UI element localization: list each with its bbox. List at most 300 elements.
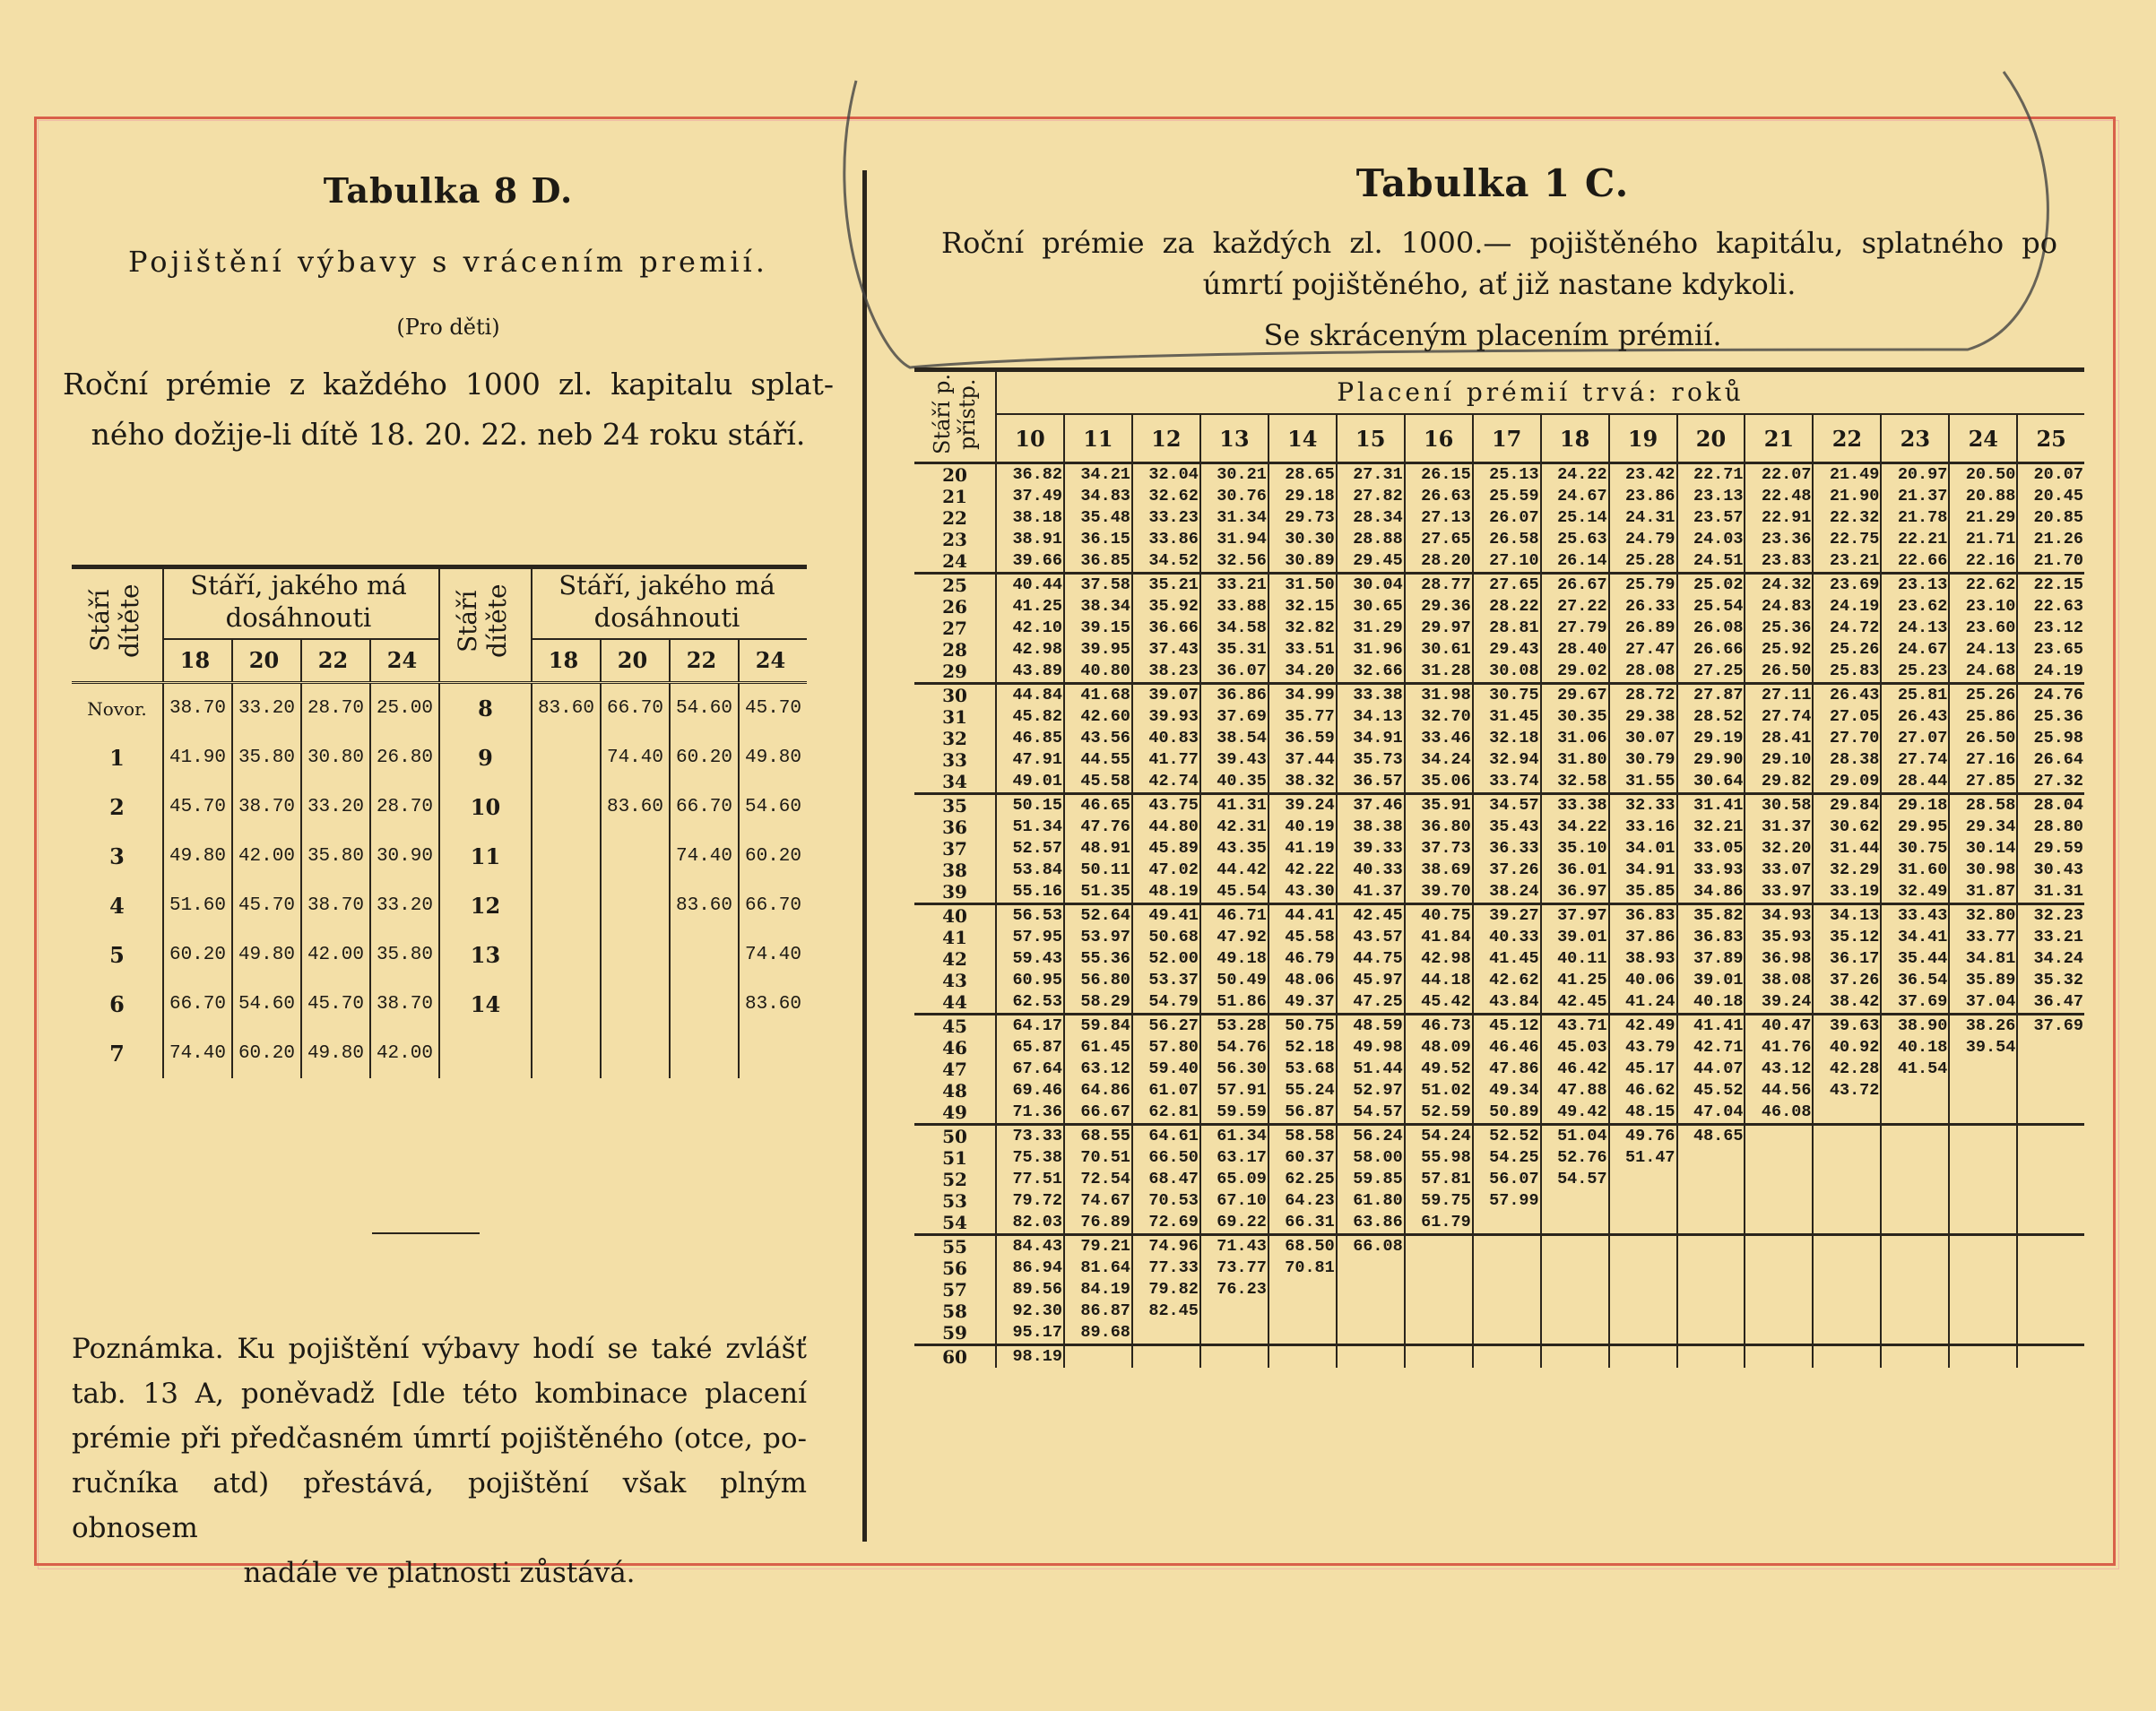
description-line-2: ného dožije-li dítě 18. 20. 22. neb 24 roku stáří. (91, 417, 806, 452)
premium-cell: 26.89 (1609, 618, 1677, 639)
premium-cell: 32.56 (1200, 550, 1268, 574)
premium-cell: 23.86 (1609, 486, 1677, 507)
target-year-header: 20 (232, 639, 301, 683)
premium-cell: 28.04 (2017, 794, 2084, 817)
premium-cell: 66.31 (1268, 1212, 1337, 1235)
premium-cell: 70.53 (1132, 1190, 1200, 1212)
premium-cell: 28.81 (1473, 618, 1541, 639)
premium-cell: 28.77 (1405, 574, 1473, 597)
premium-cell: 33.19 (1813, 881, 1881, 904)
table-row (914, 1301, 2084, 1322)
premium-cell: 49.80 (739, 733, 807, 782)
premium-cell (532, 733, 601, 782)
premium-cell (1745, 1301, 1813, 1322)
premium-cell: 38.90 (1881, 1015, 1949, 1038)
premium-cell: 25.79 (1609, 574, 1677, 597)
premium-cell: 47.91 (996, 749, 1064, 771)
premium-cell: 55.16 (996, 881, 1064, 904)
premium-cell: 35.80 (301, 832, 370, 881)
target-year-header: 18 (532, 639, 601, 683)
period-year-header: 17 (1473, 414, 1541, 463)
premium-cell: 58.29 (1064, 991, 1132, 1015)
age-cell: 28 (942, 639, 967, 661)
premium-cell: 23.60 (1949, 618, 2017, 639)
premium-cell: 32.23 (2017, 904, 2084, 928)
premium-cell: 31.06 (1541, 728, 1609, 749)
premium-cell: 39.01 (1677, 970, 1745, 991)
premium-cell: 63.86 (1337, 1212, 1405, 1235)
age-cell: 2 (109, 794, 125, 820)
table-row (72, 832, 807, 881)
table-row (72, 930, 807, 980)
premium-cell: 49.42 (1541, 1102, 1609, 1125)
premium-cell: 27.16 (1949, 749, 2017, 771)
premium-cell: 24.13 (1949, 639, 2017, 661)
premium-cell (670, 980, 739, 1029)
premium-cell: 24.32 (1745, 574, 1813, 597)
premium-cell: 38.70 (163, 683, 232, 734)
premium-cell (1473, 1322, 1541, 1345)
premium-cell: 33.38 (1337, 684, 1405, 707)
premium-cell: 31.37 (1745, 817, 1813, 838)
table-1c-title: Tabulka 1 C. (1355, 161, 1630, 205)
premium-cell: 98.19 (996, 1345, 1064, 1369)
premium-cell: 46.85 (996, 728, 1064, 749)
premium-cell: 20.07 (2017, 463, 2084, 487)
table-row (914, 991, 2084, 1015)
premium-cell: 33.21 (1200, 574, 1268, 597)
premium-cell: 36.47 (2017, 991, 2084, 1015)
premium-cell: 35.80 (232, 733, 301, 782)
premium-cell: 25.81 (1881, 684, 1949, 707)
premium-cell: 30.75 (1473, 684, 1541, 707)
premium-cell (1813, 1235, 1881, 1258)
premium-cell: 39.01 (1541, 927, 1609, 948)
premium-cell: 25.26 (1949, 684, 2017, 707)
premium-cell: 42.00 (232, 832, 301, 881)
premium-cell: 54.60 (739, 782, 807, 832)
premium-cell: 37.58 (1064, 574, 1132, 597)
premium-cell: 37.04 (1949, 991, 2017, 1015)
premium-cell: 53.28 (1200, 1015, 1268, 1038)
premium-cell (1813, 1301, 1881, 1322)
premium-cell: 36.01 (1541, 860, 1609, 881)
age-header-label-b: Stáří dítěte (453, 583, 513, 658)
premium-cell: 48.09 (1405, 1037, 1473, 1059)
premium-cell (1337, 1301, 1405, 1322)
premium-cell: 35.92 (1132, 596, 1200, 618)
premium-cell: 21.71 (1949, 529, 2017, 550)
premium-cell: 50.89 (1473, 1102, 1541, 1125)
premium-cell: 50.11 (1064, 860, 1132, 881)
target-year-header: 22 (301, 639, 370, 683)
premium-cell: 41.25 (996, 596, 1064, 618)
col-header-age (914, 372, 996, 463)
premium-cell: 30.76 (1200, 486, 1268, 507)
description-line-1: Roční prémie z každého 1000 zl. kapitalu splat- (63, 367, 834, 402)
premium-cell: 36.97 (1541, 881, 1609, 904)
premium-cell: 45.97 (1337, 970, 1405, 991)
premium-cell (1405, 1279, 1473, 1301)
col-header-age-b (439, 565, 532, 683)
premium-cell: 23.13 (1677, 486, 1745, 507)
premium-cell: 44.42 (1200, 860, 1268, 881)
premium-cell: 37.73 (1405, 838, 1473, 860)
premium-cell (1405, 1257, 1473, 1279)
premium-cell (2017, 1212, 2084, 1235)
premium-cell: 27.13 (1405, 507, 1473, 529)
premium-cell: 31.98 (1405, 684, 1473, 707)
premium-cell: 30.30 (1268, 529, 1337, 550)
premium-cell: 30.04 (1337, 574, 1405, 597)
age-cell: 37 (942, 838, 967, 860)
premium-cell: 34.22 (1541, 817, 1609, 838)
table-1c-subtitle (941, 222, 2057, 305)
premium-cell: 45.70 (232, 881, 301, 930)
premium-cell: 48.65 (1677, 1125, 1745, 1148)
premium-cell: 53.68 (1268, 1059, 1337, 1080)
premium-cell: 31.28 (1405, 661, 1473, 684)
premium-cell (1745, 1169, 1813, 1190)
premium-cell: 48.06 (1268, 970, 1337, 991)
premium-cell: 59.75 (1405, 1190, 1473, 1212)
premium-cell (1609, 1212, 1677, 1235)
premium-cell (1541, 1212, 1609, 1235)
premium-cell: 24.67 (1541, 486, 1609, 507)
premium-cell (1745, 1147, 1813, 1169)
age-cell (439, 1029, 532, 1078)
note-line-1: Poznámka. Ku pojištění výbavy hodí se také zvlášť (72, 1333, 807, 1365)
premium-cell: 24.19 (1813, 596, 1881, 618)
premium-cell: 40.47 (1745, 1015, 1813, 1038)
table-row (914, 1279, 2084, 1301)
premium-cell: 26.67 (1541, 574, 1609, 597)
premium-cell (1813, 1169, 1881, 1190)
premium-cell: 40.92 (1813, 1037, 1881, 1059)
premium-cell: 56.07 (1473, 1169, 1541, 1190)
premium-cell: 41.25 (1541, 970, 1609, 991)
premium-cell: 38.18 (996, 507, 1064, 529)
period-year-header: 13 (1200, 414, 1268, 463)
premium-cell: 42.98 (1405, 948, 1473, 970)
premium-cell: 62.81 (1132, 1102, 1200, 1125)
premium-cell: 28.22 (1473, 596, 1541, 618)
premium-cell (2017, 1125, 2084, 1148)
premium-cell: 32.66 (1337, 661, 1405, 684)
target-year-header: 24 (370, 639, 439, 683)
premium-cell (532, 980, 601, 1029)
period-year-header: 16 (1405, 414, 1473, 463)
premium-cell: 45.89 (1132, 838, 1200, 860)
premium-cell: 38.93 (1609, 948, 1677, 970)
premium-cell: 36.83 (1609, 904, 1677, 928)
premium-cell: 64.61 (1132, 1125, 1200, 1148)
table-8d-note: (Pro děti) (396, 315, 500, 340)
premium-cell: 36.85 (1064, 550, 1132, 574)
premium-cell: 42.28 (1813, 1059, 1881, 1080)
table-row (914, 529, 2084, 550)
premium-cell: 63.17 (1200, 1147, 1268, 1169)
premium-cell (2017, 1235, 2084, 1258)
premium-cell: 49.37 (1268, 991, 1337, 1015)
premium-cell (1473, 1235, 1541, 1258)
premium-cell: 70.81 (1268, 1257, 1337, 1279)
premium-cell: 29.73 (1268, 507, 1337, 529)
premium-cell: 21.29 (1949, 507, 2017, 529)
premium-cell: 49.34 (1473, 1080, 1541, 1102)
premium-cell: 22.62 (1949, 574, 2017, 597)
premium-cell: 52.64 (1064, 904, 1132, 928)
premium-cell: 79.72 (996, 1190, 1064, 1212)
premium-cell: 52.00 (1132, 948, 1200, 970)
premium-cell: 33.21 (2017, 927, 2084, 948)
premium-cell: 31.50 (1268, 574, 1337, 597)
table-row (72, 881, 807, 930)
premium-cell: 44.80 (1132, 817, 1200, 838)
age-cell: 31 (942, 706, 967, 728)
premium-cell: 23.13 (1881, 574, 1949, 597)
premium-cell: 49.76 (1609, 1125, 1677, 1148)
premium-cell: 42.98 (996, 639, 1064, 661)
premium-cell: 27.05 (1813, 706, 1881, 728)
premium-cell (1745, 1125, 1813, 1148)
premium-cell: 43.84 (1473, 991, 1541, 1015)
premium-cell: 20.45 (2017, 486, 2084, 507)
premium-cell (1132, 1345, 1200, 1369)
premium-cell: 34.21 (1064, 463, 1132, 487)
premium-cell: 25.83 (1813, 661, 1881, 684)
premium-cell: 23.21 (1813, 550, 1881, 574)
premium-cell: 53.37 (1132, 970, 1200, 991)
premium-cell (1881, 1080, 1949, 1102)
premium-cell: 25.00 (370, 683, 439, 734)
premium-cell: 34.24 (2017, 948, 2084, 970)
premium-cell (1677, 1257, 1745, 1279)
premium-cell: 65.09 (1200, 1169, 1268, 1190)
age-cell: 10 (439, 782, 532, 832)
premium-cell: 27.47 (1609, 639, 1677, 661)
premium-cell: 23.69 (1813, 574, 1881, 597)
premium-cell: 25.92 (1745, 639, 1813, 661)
age-cell: 45 (914, 1015, 996, 1038)
table-row (914, 550, 2084, 574)
premium-cell: 30.61 (1405, 639, 1473, 661)
premium-cell: 33.46 (1405, 728, 1473, 749)
premium-cell: 24.31 (1609, 507, 1677, 529)
premium-cell: 34.20 (1268, 661, 1337, 684)
target-year-header: 22 (670, 639, 739, 683)
premium-cell: 35.44 (1881, 948, 1949, 970)
premium-cell: 24.72 (1813, 618, 1881, 639)
premium-cell (2017, 1169, 2084, 1190)
premium-cell: 68.55 (1064, 1125, 1132, 1148)
premium-cell: 26.66 (1677, 639, 1745, 661)
age-cell: 4 (109, 893, 125, 919)
premium-cell: 33.97 (1745, 881, 1813, 904)
premium-cell (1745, 1212, 1813, 1235)
premium-cell: 41.68 (1064, 684, 1132, 707)
premium-cell: 40.44 (996, 574, 1064, 597)
premium-cell: 25.23 (1881, 661, 1949, 684)
premium-cell: 59.85 (1337, 1169, 1405, 1190)
premium-cell: 33.51 (1268, 639, 1337, 661)
premium-cell: 26.63 (1405, 486, 1473, 507)
period-header: Placení prémií trvá: roků (996, 372, 2084, 414)
premium-cell (2017, 1102, 2084, 1125)
premium-cell: 53.84 (996, 860, 1064, 881)
premium-cell (1745, 1345, 1813, 1369)
premium-cell (1949, 1322, 2017, 1345)
premium-cell: 54.76 (1200, 1037, 1268, 1059)
premium-cell: 34.91 (1609, 860, 1677, 881)
age-cell: 60 (914, 1345, 996, 1369)
premium-cell: 29.02 (1541, 661, 1609, 684)
premium-cell: 35.43 (1473, 817, 1541, 838)
premium-cell: 72.54 (1064, 1169, 1132, 1190)
table-row (914, 1015, 2084, 1038)
premium-cell: 29.95 (1881, 817, 1949, 838)
premium-cell: 29.45 (1337, 550, 1405, 574)
premium-cell: 27.07 (1881, 728, 1949, 749)
premium-cell: 47.76 (1064, 817, 1132, 838)
premium-cell: 35.91 (1405, 794, 1473, 817)
premium-cell: 37.49 (996, 486, 1064, 507)
premium-cell: 25.02 (1677, 574, 1745, 597)
premium-cell: 24.79 (1609, 529, 1677, 550)
premium-cell: 30.98 (1949, 860, 2017, 881)
table-row (914, 948, 2084, 970)
premium-cell: 24.13 (1881, 618, 1949, 639)
premium-cell: 21.37 (1881, 486, 1949, 507)
period-year-header: 24 (1949, 414, 2017, 463)
premium-cell: 57.91 (1200, 1080, 1268, 1102)
premium-cell (1473, 1345, 1541, 1369)
premium-cell: 74.40 (739, 930, 807, 980)
premium-cell (1881, 1147, 1949, 1169)
premium-cell: 51.47 (1609, 1147, 1677, 1169)
premium-cell (1881, 1125, 1949, 1148)
period-year-header: 20 (1677, 414, 1745, 463)
premium-cell: 56.30 (1200, 1059, 1268, 1080)
premium-cell: 40.35 (1200, 771, 1268, 794)
premium-cell: 29.10 (1745, 749, 1813, 771)
premium-cell: 24.51 (1677, 550, 1745, 574)
premium-cell (1677, 1322, 1745, 1345)
premium-cell: 57.95 (996, 927, 1064, 948)
premium-cell (1813, 1257, 1881, 1279)
premium-cell: 60.20 (232, 1029, 301, 1078)
premium-cell: 22.71 (1677, 463, 1745, 487)
premium-cell: 44.55 (1064, 749, 1132, 771)
premium-cell: 31.34 (1200, 507, 1268, 529)
premium-cell: 25.54 (1677, 596, 1745, 618)
premium-cell: 41.19 (1268, 838, 1337, 860)
premium-cell: 33.23 (1132, 507, 1200, 529)
age-cell: 33 (942, 749, 967, 771)
table-row (914, 1212, 2084, 1235)
premium-cell: 66.50 (1132, 1147, 1200, 1169)
premium-cell: 52.57 (996, 838, 1064, 860)
age-cell: 42 (942, 948, 967, 970)
table-1c (914, 367, 2084, 1368)
premium-cell: 45.70 (301, 980, 370, 1029)
table-row (72, 733, 807, 782)
premium-cell: 72.69 (1132, 1212, 1200, 1235)
premium-cell: 45.70 (739, 683, 807, 734)
premium-cell: 23.12 (2017, 618, 2084, 639)
premium-cell: 23.42 (1609, 463, 1677, 487)
premium-cell: 56.87 (1268, 1102, 1337, 1125)
premium-cell: 37.89 (1677, 948, 1745, 970)
premium-cell: 66.70 (163, 980, 232, 1029)
premium-cell: 30.08 (1473, 661, 1541, 684)
premium-cell: 74.96 (1132, 1235, 1200, 1258)
premium-cell: 53.97 (1064, 927, 1132, 948)
period-year-header: 18 (1541, 414, 1609, 463)
premium-cell: 36.86 (1200, 684, 1268, 707)
premium-cell: 27.85 (1949, 771, 2017, 794)
premium-cell: 43.35 (1200, 838, 1268, 860)
premium-cell (1609, 1257, 1677, 1279)
premium-cell: 38.54 (1200, 728, 1268, 749)
premium-cell: 49.80 (301, 1029, 370, 1078)
premium-cell (2017, 1301, 2084, 1322)
table-row (914, 881, 2084, 904)
premium-cell: 40.33 (1337, 860, 1405, 881)
premium-cell (601, 930, 670, 980)
premium-cell: 73.77 (1200, 1257, 1268, 1279)
premium-cell: 62.53 (996, 991, 1064, 1015)
premium-cell: 28.41 (1745, 728, 1813, 749)
premium-cell: 43.71 (1541, 1015, 1609, 1038)
period-year-header: 19 (1609, 414, 1677, 463)
premium-cell: 31.29 (1337, 618, 1405, 639)
premium-cell: 24.83 (1745, 596, 1813, 618)
premium-cell: 51.34 (996, 817, 1064, 838)
premium-cell: 32.58 (1541, 771, 1609, 794)
premium-cell: 25.26 (1813, 639, 1881, 661)
table-row (914, 1257, 2084, 1279)
premium-cell (1541, 1235, 1609, 1258)
table-row (914, 1102, 2084, 1125)
table-8d-subtitle: Pojištění výbavy s vrácením premií. (128, 245, 768, 279)
premium-cell: 50.15 (996, 794, 1064, 817)
table-row (914, 1235, 2084, 1258)
premium-cell (1541, 1257, 1609, 1279)
premium-cell (1609, 1301, 1677, 1322)
premium-cell (1949, 1147, 2017, 1169)
premium-cell: 29.18 (1268, 486, 1337, 507)
premium-cell (1881, 1301, 1949, 1322)
premium-cell (1881, 1279, 1949, 1301)
premium-cell: 29.09 (1813, 771, 1881, 794)
premium-cell: 45.70 (163, 782, 232, 832)
premium-cell: 20.97 (1881, 463, 1949, 487)
premium-cell: 48.15 (1609, 1102, 1677, 1125)
premium-cell (1405, 1345, 1473, 1369)
premium-cell: 39.43 (1200, 749, 1268, 771)
premium-cell (1677, 1301, 1745, 1322)
premium-cell: 35.10 (1541, 838, 1609, 860)
premium-cell (1949, 1059, 2017, 1080)
age-cell: 59 (942, 1322, 967, 1344)
premium-cell: 33.20 (370, 881, 439, 930)
table-1c-subtitle-2: Se skráceným placením prémií. (1263, 318, 1722, 352)
premium-cell: 32.80 (1949, 904, 2017, 928)
premium-cell: 27.10 (1473, 550, 1541, 574)
premium-cell: 34.58 (1200, 618, 1268, 639)
premium-cell: 24.19 (2017, 661, 2084, 684)
